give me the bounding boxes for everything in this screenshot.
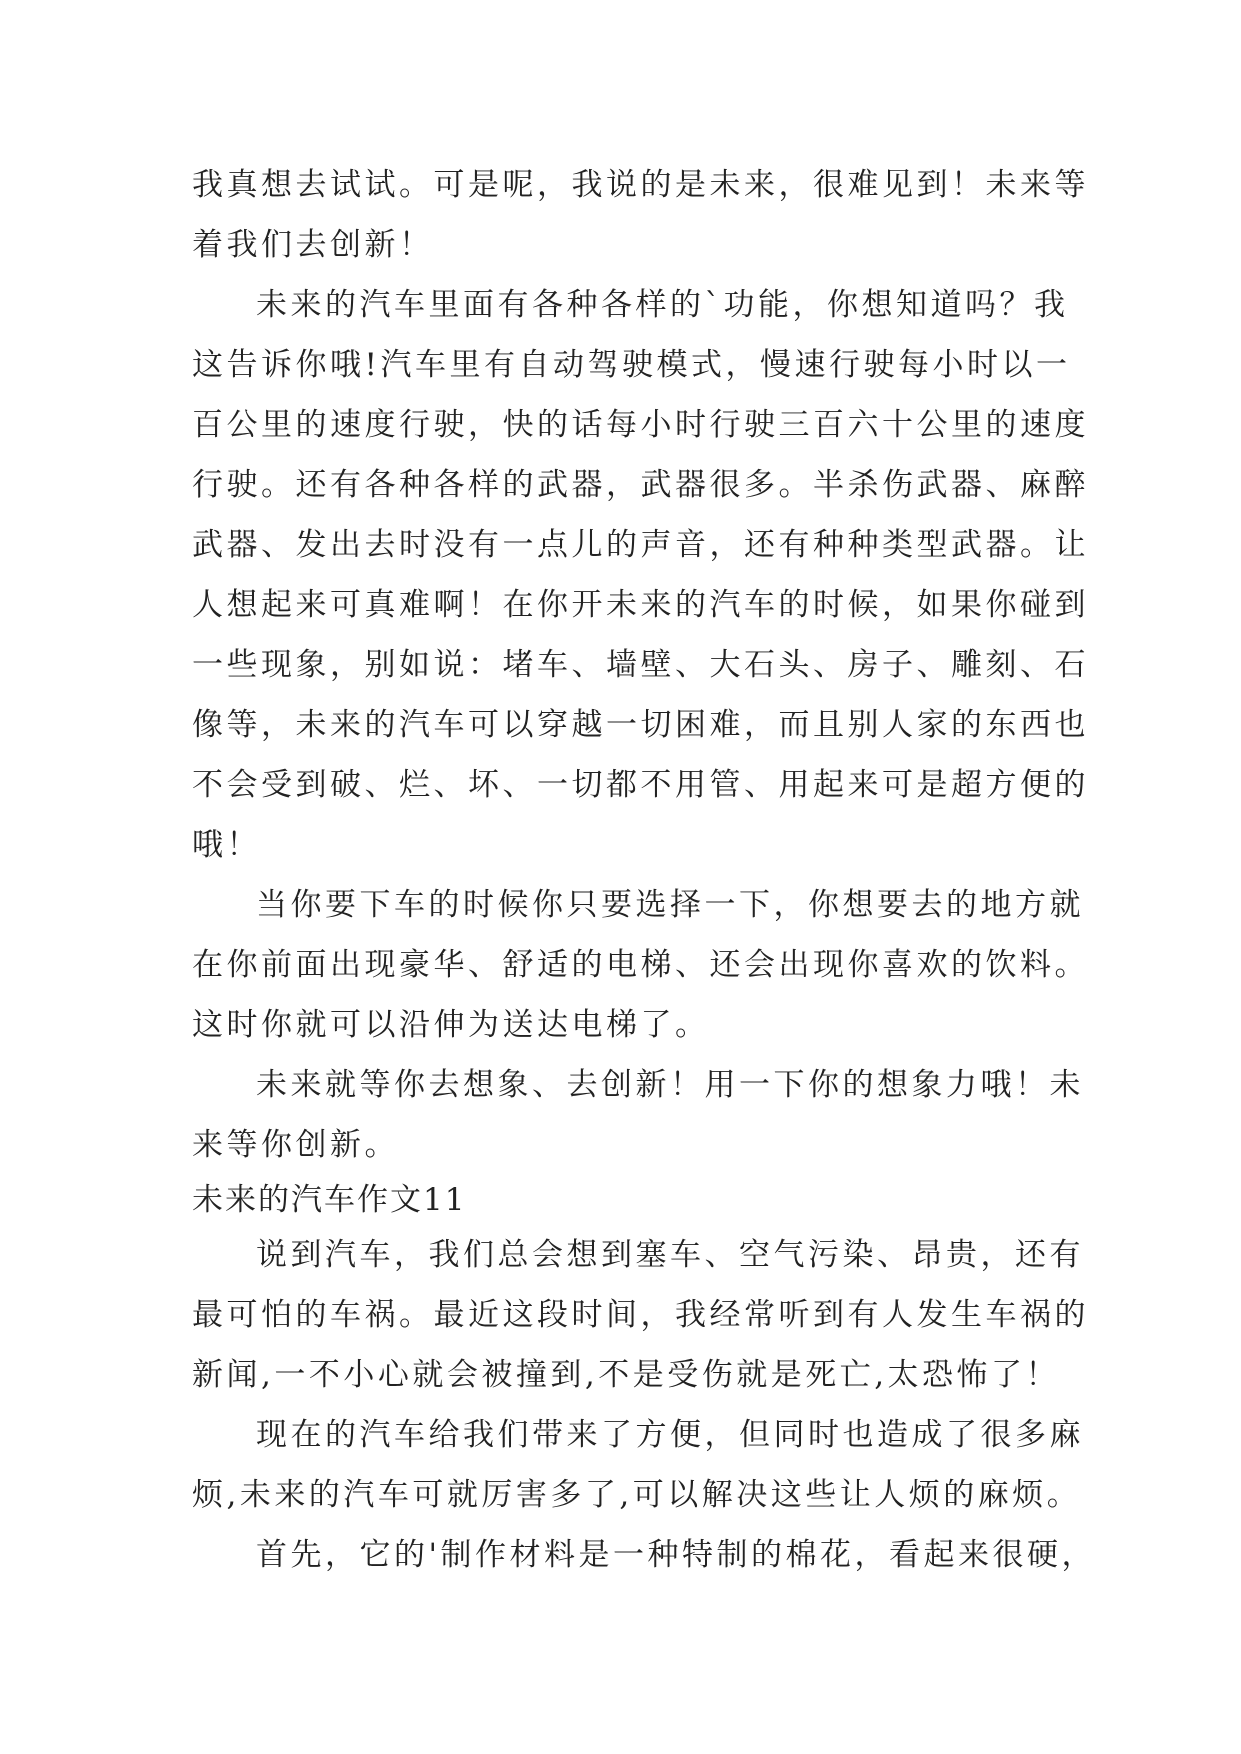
section-heading: 未来的汽车作文11	[192, 1182, 467, 1218]
paragraph-line: 在你前面出现豪华、舒适的电梯、还会出现你喜欢的饮料。	[192, 947, 1089, 983]
paragraph-line: 像等，未来的汽车可以穿越一切困难，而且别人家的东西也	[192, 707, 1089, 743]
paragraph-line: 武器、发出去时没有一点儿的声音，还有种种类型武器。让	[192, 527, 1089, 563]
paragraph-line: 新闻,一不小心就会被撞到,不是受伤就是死亡,太恐怖了！	[192, 1357, 1061, 1393]
paragraph-line: 未来的汽车里面有各种各样的`功能，你想知道吗？我	[256, 287, 1069, 323]
paragraph-line: 这时你就可以沿伸为送达电梯了。	[192, 1007, 710, 1043]
paragraph-line: 这告诉你哦!汽车里有自动驾驶模式，慢速行驶每小时以一	[192, 347, 1071, 383]
paragraph-line: 一些现象，别如说：堵车、墙壁、大石头、房子、雕刻、石	[192, 647, 1089, 683]
paragraph-line: 着我们去创新！	[192, 227, 434, 263]
paragraph-line: 不会受到破、烂、坏、一切都不用管、用起来可是超方便的	[192, 767, 1089, 803]
paragraph-line: 哦！	[192, 827, 261, 863]
paragraph-line: 烦,未来的汽车可就厉害多了,可以解决这些让人烦的麻烦。	[192, 1477, 1082, 1513]
paragraph-line: 百公里的速度行驶，快的话每小时行驶三百六十公里的速度	[192, 407, 1089, 443]
paragraph-line: 人想起来可真难啊！在你开未来的汽车的时候，如果你碰到	[192, 587, 1089, 623]
paragraph-line: 来等你创新。	[192, 1127, 399, 1163]
paragraph-line: 我真想去试试。可是呢，我说的是未来，很难见到！未来等	[192, 167, 1089, 203]
paragraph-line: 行驶。还有各种各样的武器，武器很多。半杀伤武器、麻醉	[192, 467, 1089, 503]
paragraph-line: 当你要下车的时候你只要选择一下，你想要去的地方就	[256, 887, 1084, 923]
paragraph-line: 未来就等你去想象、去创新！用一下你的想象力哦！未	[256, 1067, 1084, 1103]
paragraph-line: 现在的汽车给我们带来了方便，但同时也造成了很多麻	[256, 1417, 1084, 1453]
paragraph-line: 说到汽车，我们总会想到塞车、空气污染、昂贵，还有	[256, 1237, 1084, 1273]
paragraph-line: 最可怕的车祸。最近这段时间，我经常听到有人发生车祸的	[192, 1297, 1089, 1333]
paragraph-line: 首先，它的'制作材料是一种特制的棉花，看起来很硬，	[256, 1537, 1097, 1573]
